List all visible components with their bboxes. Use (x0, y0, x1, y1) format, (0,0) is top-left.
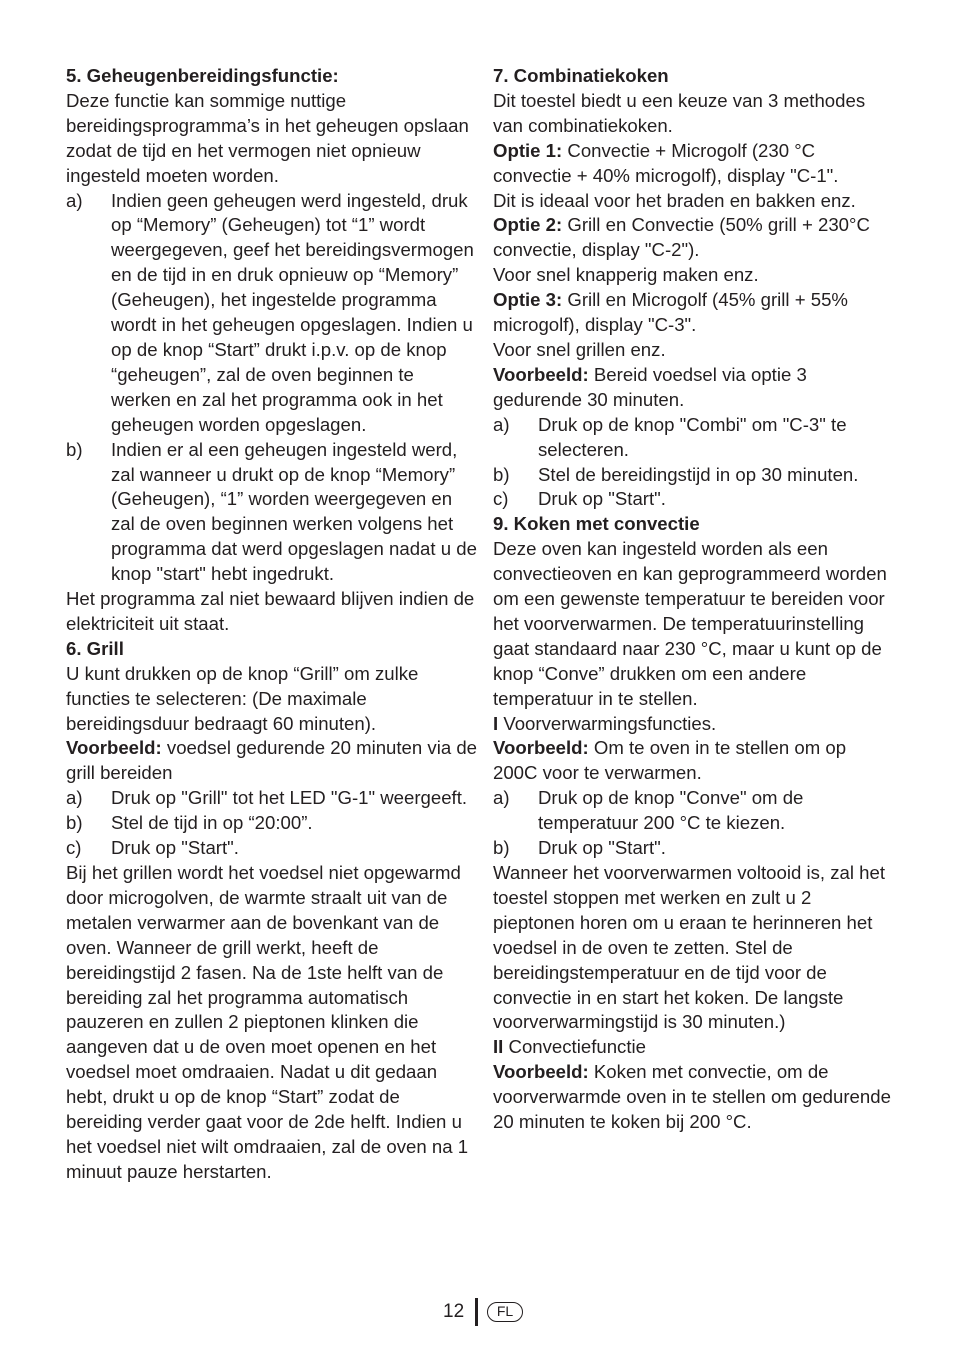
list-item (66, 189, 478, 438)
option-3-note: Voor snel grillen enz. (493, 338, 666, 360)
list-text: Druk op de knop "Combi" om "C-3" te selecteren. (538, 413, 847, 460)
option-1 (493, 139, 893, 189)
option-1-label: Optie 1: (493, 139, 563, 161)
sub-2-label: II (493, 1036, 504, 1058)
list-text: Druk op "Start". (538, 837, 666, 859)
section-6-body: Bij het grillen wordt het voedsel niet opgewarmd door microgolven, de warmte straalt uit van de metalen verwarmer aan de bovenkant van de oven. Wanneer de grill werkt, heeft de bereidingstijd 2 fasen. Na de 1ste helft van de bereiding zal het programma automatisch pauzeren en zullen 2 pieptonen klinken die aangeven dat u de oven moet openen en het voedsel moet omdraaien. Nadat u dit gedaan hebt, drukt u op de knop “Start” zodat de bereiding verder gaat voor de 2de helft. Indien u het voedsel niet wilt omdraaien, zal de oven na 1 minuut pauze herstarten. (66, 862, 469, 1182)
list-item (493, 786, 893, 836)
list-marker: b) (493, 463, 510, 485)
section-9-example-2 (493, 1060, 893, 1135)
list-marker: b) (66, 812, 83, 834)
list-text: Stel de tijd in op “20:00”. (111, 812, 313, 834)
example-label: Voorbeeld: (493, 737, 589, 759)
option-2-note: Voor snel knapperig maken enz. (493, 264, 759, 286)
section-9-example-1 (493, 736, 893, 786)
sub-2-text: Convectiefunctie (503, 1036, 646, 1058)
footer-divider (475, 1298, 478, 1326)
list-marker: b) (66, 438, 83, 460)
sub-1-label: I (493, 712, 499, 734)
section-7-example (493, 363, 893, 413)
section-9-title: 9. Koken met convectie (493, 513, 700, 535)
right-column (493, 64, 893, 1135)
section-6-example (66, 736, 478, 786)
list-item (66, 811, 478, 836)
language-badge: FL (487, 1302, 523, 1322)
option-3 (493, 288, 893, 338)
list-item (493, 413, 893, 463)
list-marker: a) (493, 413, 510, 435)
option-2-label: Optie 2: (493, 214, 563, 236)
section-6-intro: U kunt drukken op de knop “Grill” om zulke functies te selecteren: (De maximale bereidingsduur bedraagt 60 minuten). (66, 662, 419, 734)
list-marker: b) (493, 837, 510, 859)
page-number: 12 (443, 1301, 465, 1322)
list-marker: a) (66, 787, 83, 809)
example-text: Koken met convectie, om de voorverwarmde oven in te stellen om gedurende 20 minuten te koken bij 200 °C. (493, 1061, 891, 1133)
section-9-body: Wanneer het voorverwarmen voltooid is, zal het toestel stoppen met werken en zult u 2 pieptonen horen om u eraan te herinneren het voedsel in de oven te zetten. Stel de bereidingstemperatuur en de tijd voor de convectie in en start het koken. De langste voorverwarmingstijd is 30 minuten.) (493, 862, 886, 1033)
section-5-note: Het programma zal niet bewaard blijven indien de elektriciteit uit staat. (66, 588, 475, 634)
list-text: Indien er al een geheugen ingesteld werd, zal wanneer u drukt op de knop “Memory” (Geheugen), “1” worden weergegeven en zal de oven beginnen werken volgens het programma dat werd opgeslagen nadat u de knop "start" hebt ingedrukt. (111, 438, 477, 585)
section-9-sub-2 (493, 1035, 893, 1060)
list-text: Druk op "Start". (111, 837, 239, 859)
section-6-title: 6. Grill (66, 637, 124, 659)
example-text: Om te oven in te stellen om op 200C voor te verwarmen. (493, 737, 847, 784)
sub-1-text: Voorverwarmingsfuncties. (498, 712, 717, 734)
page-footer (0, 1298, 954, 1328)
example-text: Bereid voedsel via optie 3 gedurende 30 minuten. (493, 363, 807, 410)
list-text: Indien geen geheugen werd ingesteld, druk op “Memory” (Geheugen) tot “1” wordt weergegeven, geef het bereidingsvermogen en de tijd in en druk opnieuw op “Memory” (Geheugen), het ingestelde programma wordt in het geheugen opgeslagen. Indien u op de knop “Start” drukt i.p.v. op de knop “geheugen”, zal de oven beginnen te werken en zal het programma ook in het geheugen worden opgeslagen. (111, 189, 474, 435)
list-text: Druk op de knop "Conve" om de temperatuur 200 °C te kiezen. (538, 787, 804, 834)
section-9-intro: Deze oven kan ingesteld worden als een convectieoven en kan geprogrammeerd worden om een gewenste temperatuur te bereiden voor het voorverwarmen. De temperatuurinstelling gaat standaard naar 230 °C, maar u kunt op de knop “Conve” drukken om een andere temperatuur in te stellen. (493, 538, 887, 709)
option-2 (493, 213, 893, 263)
example-label: Voorbeeld: (493, 363, 589, 385)
example-label: Voorbeeld: (493, 1061, 589, 1083)
section-9-sub-1 (493, 712, 893, 737)
list-item (493, 463, 893, 488)
list-item (493, 836, 893, 861)
example-text: voedsel gedurende 20 minuten via de grill bereiden (66, 737, 478, 784)
list-marker: c) (493, 488, 509, 510)
left-column (66, 64, 478, 1185)
list-item (66, 786, 478, 811)
section-7-title: 7. Combinatiekoken (493, 65, 669, 86)
example-label: Voorbeeld: (66, 737, 162, 759)
option-2-text: Grill en Convectie (50% grill + 230°C convectie, display "C-2"). (493, 214, 870, 261)
option-3-text: Grill en Microgolf (45% grill + 55% microgolf), display "C-3". (493, 289, 848, 336)
section-5-intro: Deze functie kan sommige nuttige bereidingsprogramma’s in het geheugen opslaan zodat de tijd en het vermogen niet opnieuw ingesteld moeten worden. (66, 89, 469, 186)
list-marker: c) (66, 837, 82, 859)
list-text: Stel de bereidingstijd in op 30 minuten. (538, 463, 859, 485)
list-marker: a) (493, 787, 510, 809)
option-1-text: Convectie + Microgolf (230 °C convectie + 40% microgolf), display "C-1". (493, 139, 839, 186)
list-text: Druk op "Grill" tot het LED "G-1" weergeeft. (111, 787, 468, 809)
list-marker: a) (66, 189, 83, 211)
option-1-note: Dit is ideaal voor het braden en bakken enz. (493, 189, 856, 211)
option-3-label: Optie 3: (493, 289, 563, 311)
section-7-intro: Dit toestel biedt u een keuze van 3 methodes van combinatiekoken. (493, 89, 866, 136)
list-item (493, 487, 893, 512)
list-text: Druk op "Start". (538, 488, 666, 510)
list-item (66, 836, 478, 861)
section-5-title: 5. Geheugenbereidingsfunctie: (66, 65, 339, 86)
list-item (66, 438, 478, 587)
